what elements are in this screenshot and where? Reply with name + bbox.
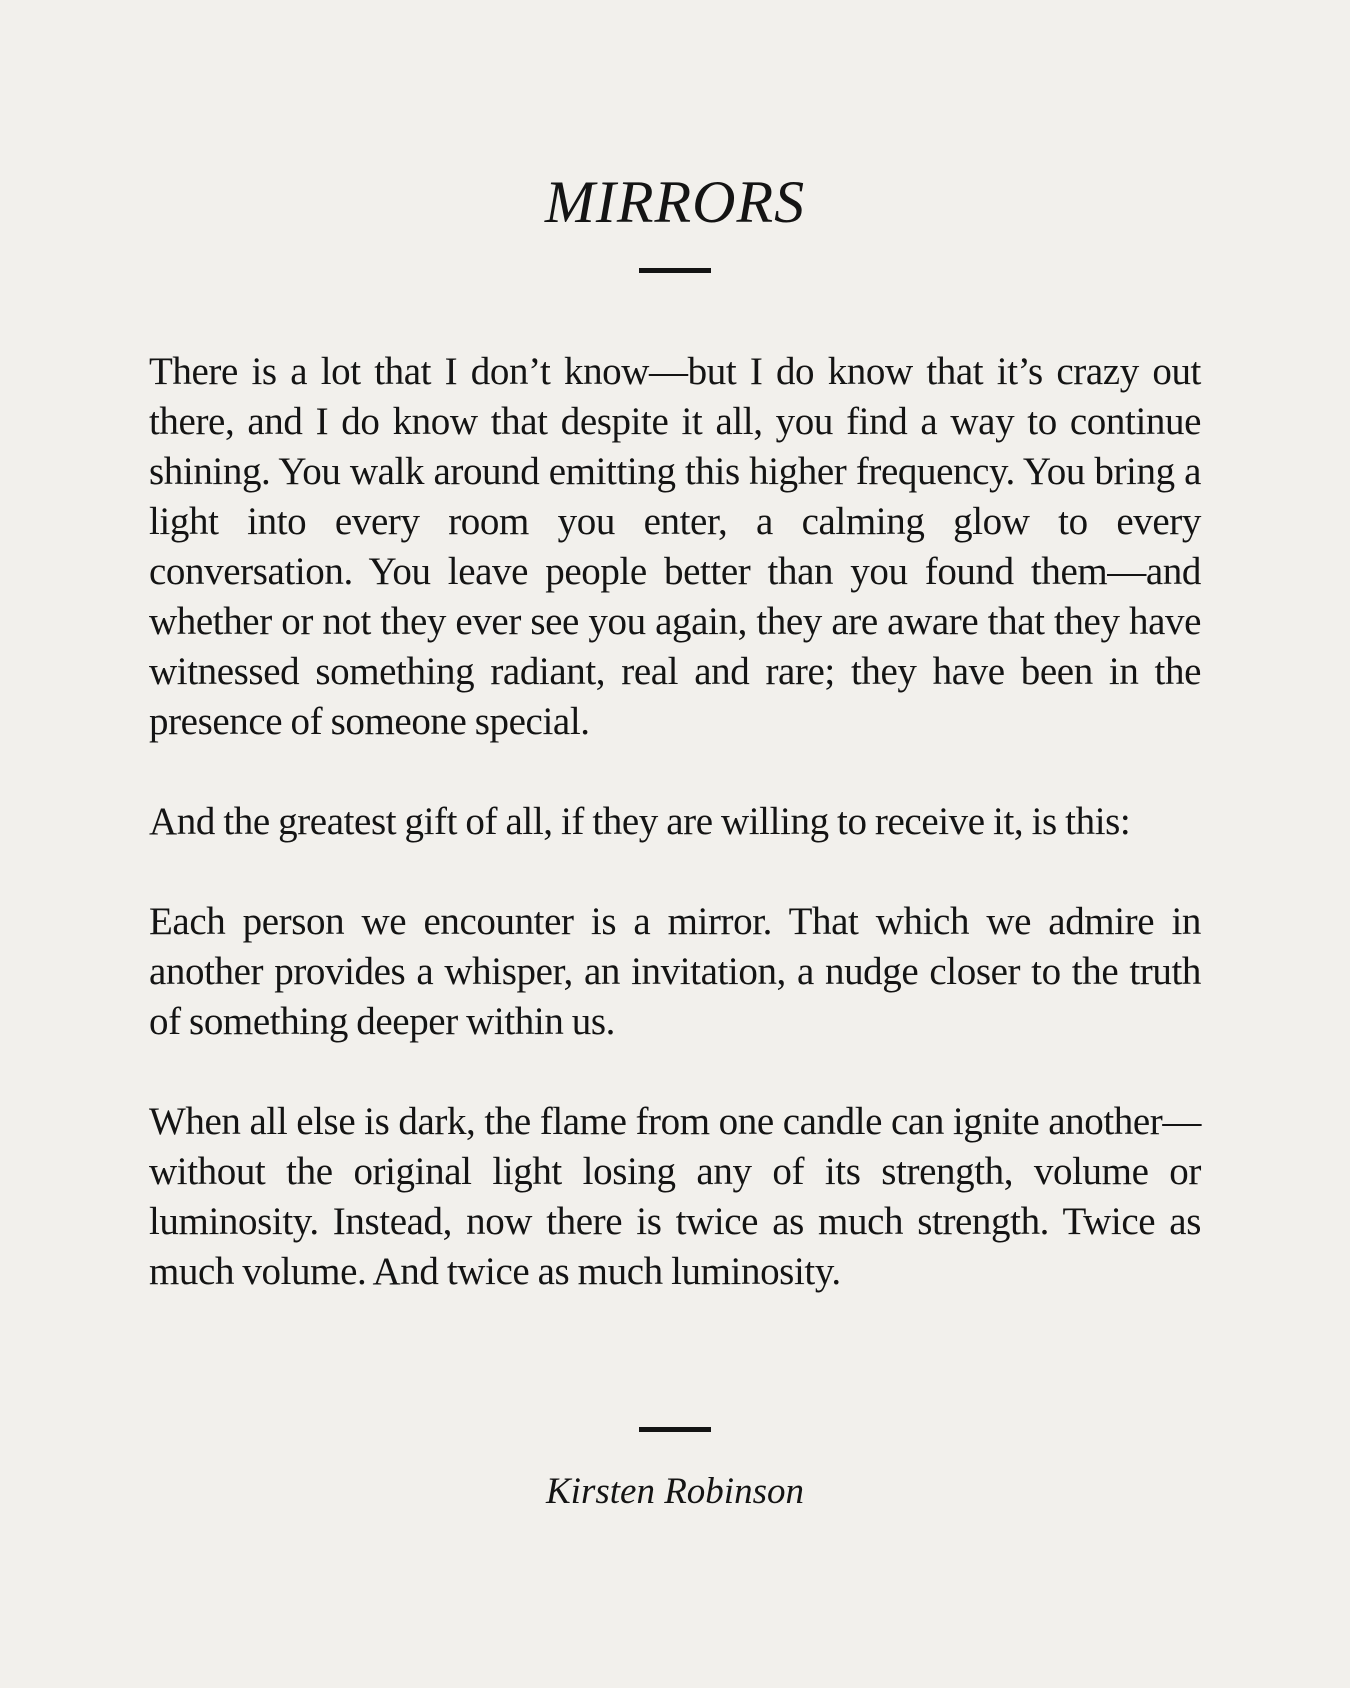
paragraph-4: When all else is dark, the flame from one candle can ignite another—without the original light losing any of its strength, volume or luminosity. Instead, now there is twice as much strength. Twice as much volume. And twice as much luminosity. (149, 1100, 1201, 1293)
poem-body (149, 347, 1201, 1297)
paragraph-1: There is a lot that I don’t know—but I do know that it’s crazy out there, and I do know that despite it all, you find a way to continue shining. You walk around emitting this higher frequency. You bring a light into every room you enter, a calming glow to every conversation. You leave people better than you found them—and whether or not they ever see you again, they are aware that they have witnessed something radiant, real and rare; they have been in the presence of someone special. (149, 350, 1201, 743)
paragraph-2: And the greatest gift of all, if they are willing to receive it, is this: (149, 800, 1131, 843)
poem-title: MIRRORS (544, 169, 806, 235)
author-divider (639, 1427, 711, 1432)
paragraph-3: Each person we encounter is a mirror. That which we admire in another provides a whisper, an invitation, a nudge closer to the truth of something deeper within us. (149, 900, 1201, 1043)
author-name: Kirsten Robinson (546, 1471, 804, 1512)
title-divider (639, 268, 711, 273)
